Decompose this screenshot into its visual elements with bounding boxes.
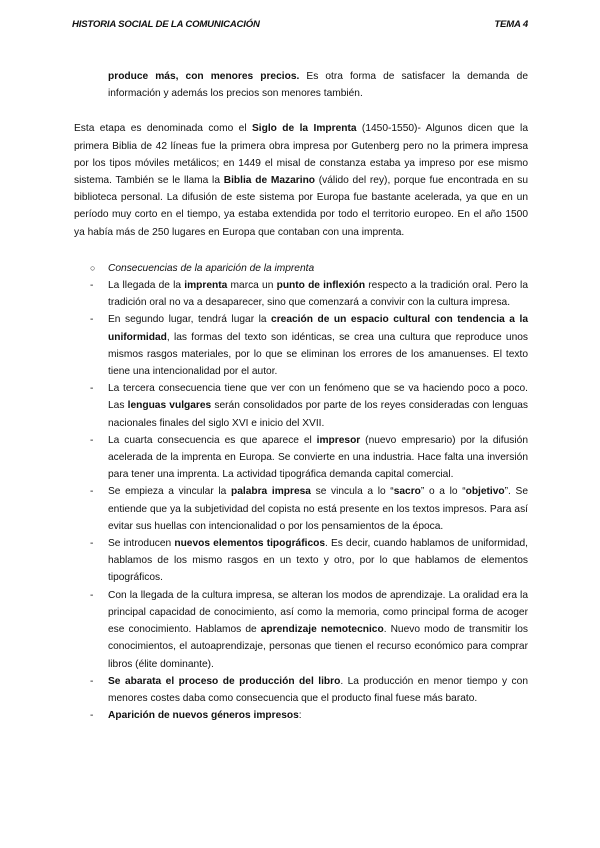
text-run: respecto a la tradición oral. Pero la tradición oral no va a desaparecer, sino que comenzará a convivir con la cultura impresa. xyxy=(108,280,528,309)
text-run: produce más, con menores precios. xyxy=(108,71,300,82)
list-item xyxy=(74,483,528,535)
text-run: (1450-1550)- Algunos dicen que la primera Biblia de 42 líneas fue la primera obra impresa por Gutenberg pero no la primera impresa por los tipos móviles metálicos; en 1449 el misal de constanza estaba ya impreso por ese mismo sistema. También se le llama la xyxy=(74,123,528,187)
page-header xyxy=(72,19,528,33)
text-run-bold: imprenta xyxy=(184,280,228,292)
text-run: se vincula a lo “ xyxy=(310,486,394,498)
text-run-bold: aprendizaje nemotecnico xyxy=(260,624,384,636)
text-run-bold: impresor xyxy=(316,434,361,446)
text-run: . Es decir, cuando hablamos de uniformidad, hablamos de los mismo rasgos en un texto y otro, por lo que hablamos de elementos tipográficos. xyxy=(108,538,528,584)
list-item xyxy=(74,673,528,707)
text-run: ”. Se entiende que ya la subjetividad del copista no está presente en los textos impresos. Para así evitar sus huellas con intencionalidad o por los pensamientos de la época. xyxy=(108,486,528,532)
dash-bullet-icon: - xyxy=(90,486,94,498)
text-run: La cuarta consecuencia es que aparece el xyxy=(108,434,317,446)
list-item xyxy=(74,707,528,724)
text-run: En segundo lugar, tendrá lugar la xyxy=(108,314,272,326)
text-run: Se introducen xyxy=(108,538,175,550)
list-item xyxy=(74,380,528,432)
list-item xyxy=(74,277,528,311)
text-run: . La producción en menor tiempo y con menores costes daba como consecuencia que el producto final fuese más barato. xyxy=(108,675,528,704)
dash-bullet-icon: - xyxy=(90,314,94,326)
circle-bullet-icon: ○ xyxy=(90,262,96,273)
text-run: Se empieza a vincular la xyxy=(108,486,231,498)
subheading-text: Consecuencias de la aparición de la imprenta xyxy=(108,262,315,274)
text-run: Esta etapa es denominada como el xyxy=(74,123,252,135)
dash-bullet-icon: - xyxy=(90,434,94,446)
text-run-bold: nuevos elementos tipográficos xyxy=(174,538,326,550)
text-run: Es otra forma de satisfacer la demanda de información y además los precios son menores también. xyxy=(108,71,528,100)
text-run-bold: Siglo de la Imprenta xyxy=(252,123,357,135)
continuation-paragraph xyxy=(108,68,528,102)
dash-bullet-icon: - xyxy=(90,538,94,550)
section-subheading xyxy=(74,260,528,277)
text-run-bold: Se abarata el proceso de producción del libro xyxy=(108,675,341,687)
list-item xyxy=(74,311,528,380)
text-run-bold: Aparición de nuevos géneros impresos xyxy=(108,710,299,722)
dash-bullet-icon: - xyxy=(90,675,94,687)
dash-bullet-icon: - xyxy=(90,280,94,292)
topic-label: TEMA 4 xyxy=(494,19,528,30)
text-run: . Nuevo modo de transmitir los conocimientos, el autoaprendizaje, personas que tienen el recurso económico para comprar libros (élite dominante). xyxy=(108,624,528,670)
list-item xyxy=(74,535,528,587)
text-run: , las formas del texto son idénticas, se crea una cultura que reproduce unos mismos rasgos materiales, por lo que se eliminan los errores de los amanuenses. El texto tiene una intencionalidad por el autor. xyxy=(108,331,528,378)
text-run: La llegada de la xyxy=(108,280,185,292)
text-run-bold: Biblia de Mazarino xyxy=(223,175,316,187)
text-run: : xyxy=(298,710,302,722)
dash-bullet-icon: - xyxy=(90,710,94,722)
text-run-bold: punto de inflexión xyxy=(276,280,366,292)
dash-bullet-icon: - xyxy=(90,589,94,601)
list-item xyxy=(74,432,528,484)
list-item xyxy=(74,587,528,673)
text-run: marca un xyxy=(227,280,277,292)
text-run-bold: creación de un espacio cultural con tendencia a la uniformidad xyxy=(108,314,528,343)
text-run-bold: sacro xyxy=(393,486,421,498)
course-title: HISTORIA SOCIAL DE LA COMUNICACIÓN xyxy=(72,19,260,30)
consequences-list xyxy=(74,277,528,724)
document-body xyxy=(74,68,528,724)
dash-bullet-icon: - xyxy=(90,383,94,395)
text-run: Con la llegada de la cultura impresa, se alteran los modos de aprendizaje. La oralidad era la principal capacidad de conocimiento, así como la memoria, como principal forma de acoger ese conocimiento. Hablamos de xyxy=(108,589,528,636)
text-run-bold: lenguas vulgares xyxy=(127,400,212,412)
siglo-imprenta-paragraph xyxy=(74,120,528,240)
text-run: serán consolidados por parte de los reyes consideradas con lenguas nacionales finales del siglo XVI e inicio del XVII. xyxy=(108,400,528,429)
text-run: (válido del rey), porque fue encontrada en su biblioteca personal. La difusión de este sistema por Europa fue bastante acelerada, ya que en un período muy corto en el tiempo, ya estaba extendida por todo el territorio europeo. En el año 1500 ya había más de 250 lugares en Europa que contaban con una imprenta. xyxy=(74,175,528,238)
text-run: La tercera consecuencia tiene que ver con un fenómeno que se va haciendo poco a poco. Las xyxy=(108,383,528,412)
text-run-bold: objetivo xyxy=(465,486,505,498)
text-run: ” o a lo “ xyxy=(420,486,466,498)
text-run: (nuevo empresario) por la difusión acelerada de la imprenta en Europa. Se convierte en una industria. Hace falta una inversión para tener una imprenta. La actividad tipográfica demanda capital comercial. xyxy=(108,434,528,481)
text-run-bold: palabra impresa xyxy=(230,486,311,498)
